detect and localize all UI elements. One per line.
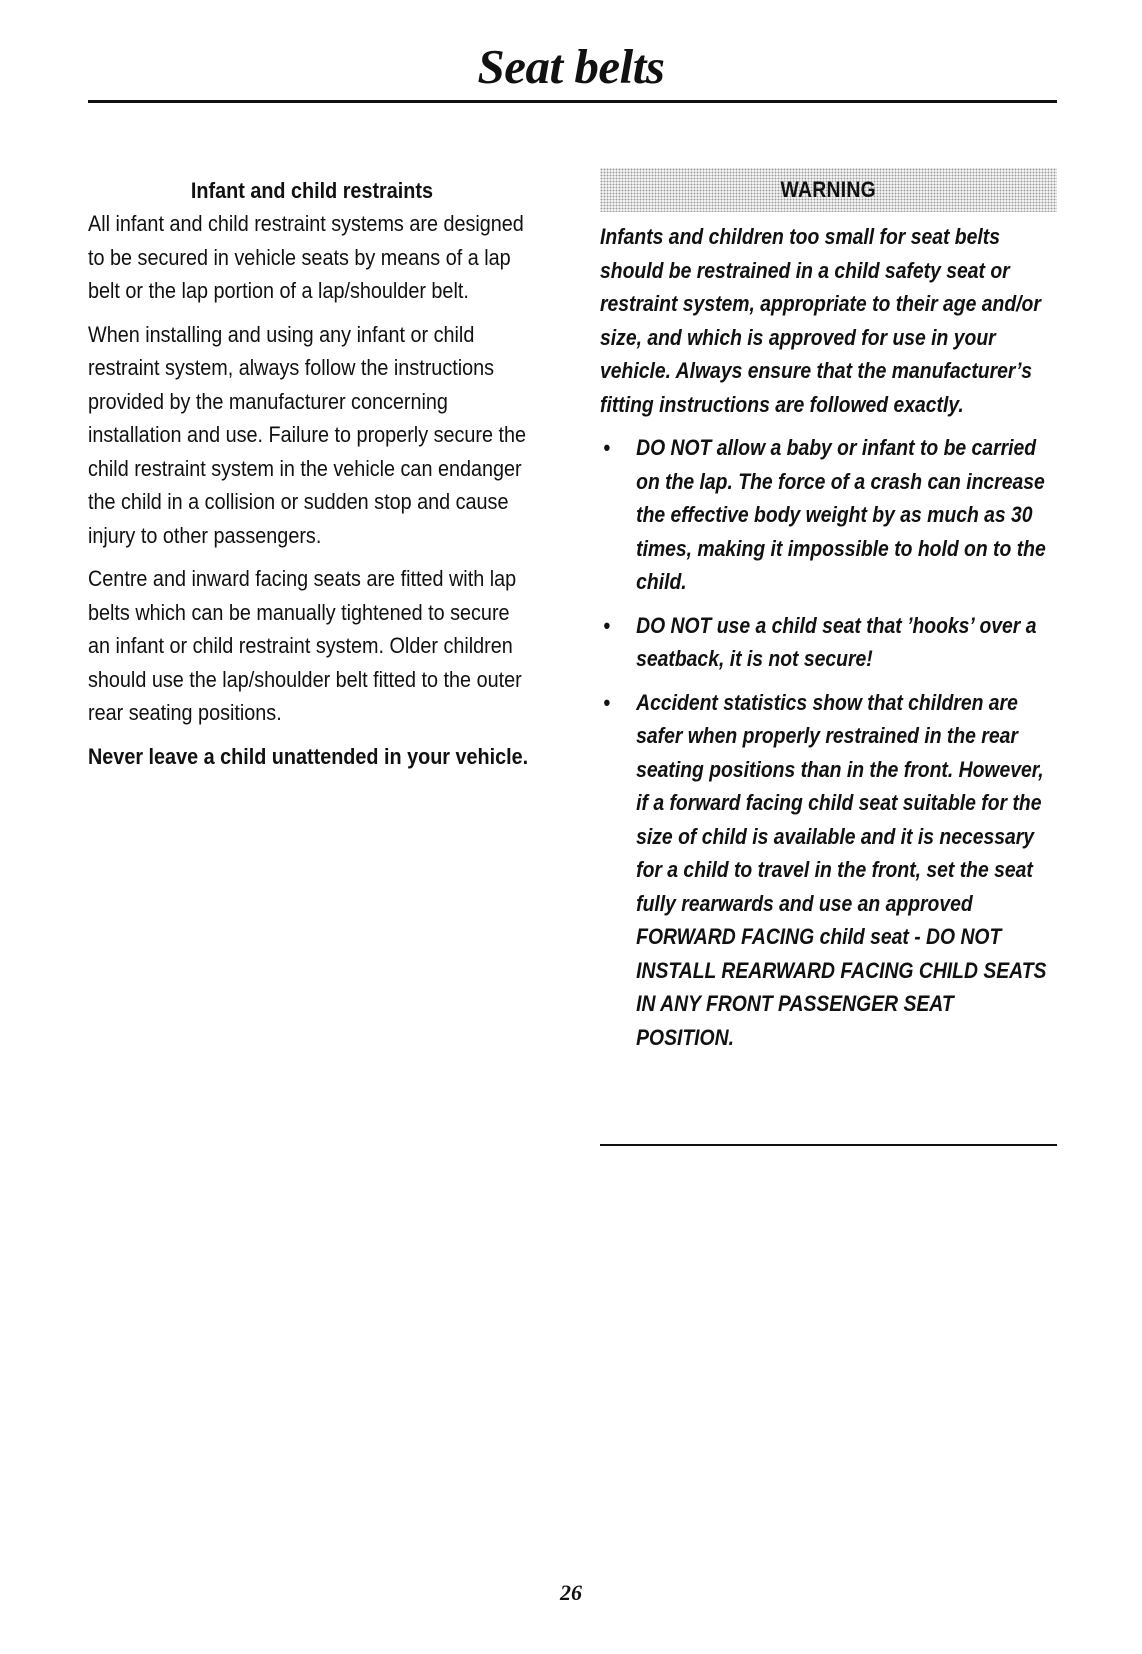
warning-banner — [600, 168, 1057, 212]
bullet-icon: • — [603, 435, 611, 460]
warning-item-lap — [600, 431, 1057, 599]
warning-body — [600, 220, 1057, 1054]
left-column — [88, 174, 536, 783]
warning-item-text: Accident statistics show that children are safer when properly restrained in the rear seating positions than in the front. However, if a forward facing child seat suitable for the size of child is available and it is necessary for a child to travel in the front, set the seat fully rearwards and use an approved FORWARD FACING child seat - DO NOT INSTALL REARWARD FACING CHILD SEATS IN ANY FRONT PASSENGER SEAT POSITION. — [636, 689, 1047, 1050]
warning-item-text: DO NOT allow a baby or infant to be carried on the lap. The force of a crash can increase the effective body weight by as much as 30 times, making it impossible to hold on to the child. — [636, 435, 1046, 594]
body-paragraph-installation: When installing and using any infant or child restraint system, always follow the instructions provided by the manufacturer concerning installation and use. Failure to properly secure the child restraint system in the vehicle can endanger the child in a collision or sudden stop and cause injury to other passengers. — [88, 321, 527, 548]
unattended-child-note: Never leave a child unattended in your vehicle. — [88, 743, 529, 769]
warning-item-hooks — [600, 609, 1057, 676]
warning-item-statistics — [600, 686, 1057, 1055]
page-title: Seat belts — [477, 39, 665, 94]
body-paragraph-seat-belts: Centre and inward facing seats are fitted with lap belts which can be manually tightened to secure an infant or child restraint system. Older children should use the lap/shoulder belt fitted to the outer rear seating positions. — [88, 566, 522, 725]
page-number: 26 — [560, 1580, 582, 1605]
title-divider — [88, 100, 1057, 103]
section-heading: Infant and child restraints — [190, 178, 433, 203]
warning-end-divider — [600, 1144, 1057, 1146]
warning-label: WARNING — [780, 177, 877, 202]
warning-item-text: DO NOT use a child seat that ’hooks’ over a seatback, it is not secure! — [636, 612, 1037, 671]
warning-list — [600, 431, 1057, 1054]
warning-intro: Infants and children too small for seat belts should be restrained in a child safety seat or restraint system, appropriate to their age and/or size, and which is approved for use in your vehicle. Always ensure that the manufacturer’s fitting instructions are followed exactly. — [600, 224, 1041, 417]
bullet-icon: • — [603, 612, 611, 638]
warning-box — [600, 168, 1057, 1064]
body-paragraph-restraint-systems: All infant and child restraint systems are designed to be secured in vehicle seats by means of a lap belt or the lap portion of a lap/shoulder belt. — [88, 211, 524, 303]
bullet-icon: • — [603, 689, 611, 715]
